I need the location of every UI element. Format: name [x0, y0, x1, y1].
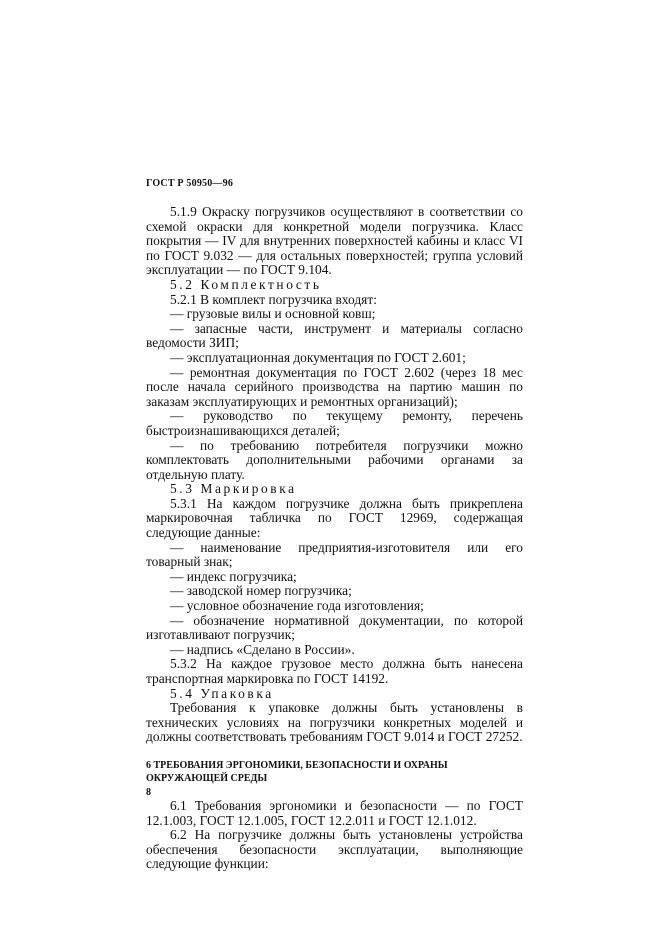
paragraph-6-1: 6.1 Требования эргономики и безопасности — по ГОСТ 12.1.003, ГОСТ 12.1.005, ГОСТ 12.2.011 и ГОСТ 12.1.012.	[146, 797, 523, 828]
list-item: — грузовые вилы и основной ковш;	[170, 306, 376, 322]
list-item: — надпись «Сделано в России».	[170, 641, 355, 657]
page-number: 8	[146, 787, 151, 798]
list-item: — ремонтная документация по ГОСТ 2.602 (через 18 мес после начала серийного производства на партию машин по заказам эксплуатирующих и ремонтных организаций);	[146, 364, 523, 409]
list-item: — заводской номер погрузчика;	[170, 583, 352, 599]
list-item: — запасные части, инструмент и материалы согласно ведомости ЗИП;	[146, 320, 523, 351]
heading-5-3: 5.3 Маркировка	[170, 481, 297, 497]
paragraph-5-3-1: 5.3.1 На каждом погрузчике должна быть прикреплена маркировочная табличка по ГОСТ 12969, содержащая следующие данные:	[146, 495, 523, 541]
list-item: — наименование предприятия-изготовителя или его товарный знак;	[146, 539, 523, 570]
list-item: — руководство по текущему ремонту, перечень быстроизнашивающихся деталей;	[146, 408, 523, 438]
paragraph-5-3-2: 5.3.2 На каждое грузовое место должна быть нанесена транспортная маркировка по ГОСТ 14192.	[146, 656, 523, 686]
heading-5-2: 5.2 Комплектность	[170, 276, 322, 292]
heading-5-4: 5.4 Упаковка	[170, 685, 274, 701]
paragraph-5-4: Требования к упаковке должны быть установлены в технических условиях на погрузчики конкретных моделей и должны соответствовать требованиям ГОСТ 9.014 и ГОСТ 27252.	[146, 700, 523, 745]
list-item: — обозначение нормативной документации, по которой изготавливают погрузчик;	[146, 612, 523, 643]
list-item: — по требованию потребителя погрузчики можно комплектовать дополнительными рабочими органами за отдельную плату.	[146, 437, 523, 482]
paragraph-5-2-1: 5.2.1 В комплект погрузчика входят:	[170, 291, 377, 307]
paragraph-6-2: 6.2 На погрузчике должны быть установлены устройства обеспечения безопасности эксплуатации, выполняющие следующие функции:	[146, 827, 523, 872]
list-item: — индекс погрузчика;	[170, 568, 297, 584]
paragraph-5-1-9: 5.1.9 Окраску погрузчиков осуществляют в соответствии со схемой окраски для конкретной модели погрузчика. Класс покрытия — IV для внутренних поверхностей кабины и класс VI по ГОСТ 9.032 — для остальных поверхностей; группа условий эксплуатации — по ГОСТ 9.104.	[146, 204, 523, 278]
document-header: ГОСТ Р 50950—96	[146, 178, 234, 189]
list-item: — эксплуатационная документация по ГОСТ 2.601;	[170, 349, 466, 365]
section-6-title: 6 ТРЕБОВАНИЯ ЭРГОНОМИКИ, БЕЗОПАСНОСТИ И ОХРАНЫ ОКРУЖАЮЩЕЙ СРЕДЫ	[146, 759, 448, 784]
list-item: — условное обозначение года изготовления;	[170, 598, 424, 614]
document-body	[146, 205, 523, 872]
